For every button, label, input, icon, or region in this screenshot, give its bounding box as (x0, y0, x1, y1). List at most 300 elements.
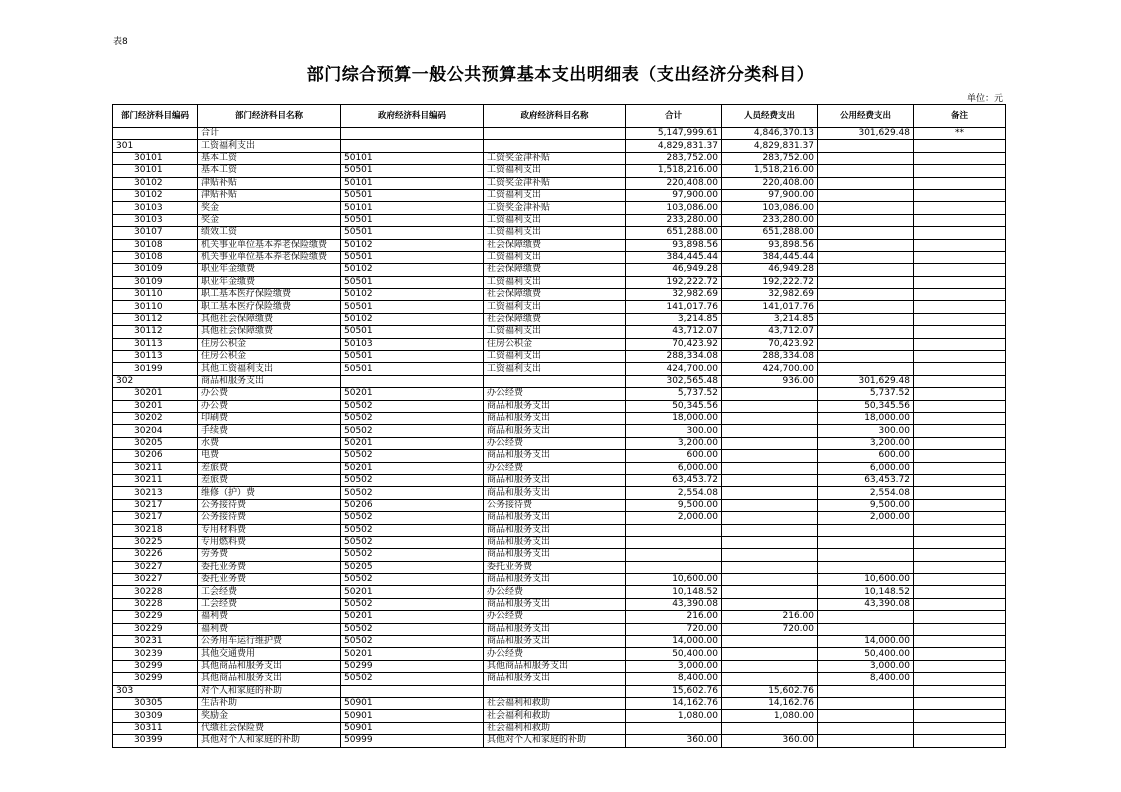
budget-table (112, 104, 1006, 748)
table-row (113, 574, 1006, 586)
dept-name-cell: 其他商品和服务支出 (198, 673, 341, 685)
personnel-cell: 46,949.28 (722, 264, 818, 276)
table-row (113, 474, 1006, 486)
total-cell: 43,390.08 (626, 598, 722, 610)
table-row (113, 648, 1006, 660)
dept-name-cell: 电费 (198, 450, 341, 462)
table-row (113, 685, 1006, 697)
personnel-cell (722, 561, 818, 573)
public-cell (818, 735, 914, 747)
remark-cell (914, 301, 1006, 313)
dept-name-cell: 对个人和家庭的补助 (198, 685, 341, 697)
total-cell: 651,288.00 (626, 227, 722, 239)
gov-code-cell: 50999 (341, 735, 484, 747)
remark-cell (914, 313, 1006, 325)
column-header: 部门经济科目编码 (113, 105, 198, 128)
remark-cell (914, 227, 1006, 239)
personnel-cell: 3,214.85 (722, 313, 818, 325)
gov-name-cell: 商品和服务支出 (484, 598, 626, 610)
gov-name-cell: 社会保障缴费 (484, 313, 626, 325)
table-row (113, 214, 1006, 226)
personnel-cell (722, 512, 818, 524)
public-cell (818, 251, 914, 263)
gov-code-cell: 50502 (341, 636, 484, 648)
remark-cell (914, 189, 1006, 201)
public-cell (818, 214, 914, 226)
gov-name-cell: 商品和服务支出 (484, 412, 626, 424)
dept-code-cell: 30217 (113, 499, 198, 511)
personnel-cell (722, 636, 818, 648)
table-row (113, 289, 1006, 301)
table-row (113, 561, 1006, 573)
personnel-cell (722, 722, 818, 734)
dept-code-cell: 30109 (113, 264, 198, 276)
public-cell: 600.00 (818, 450, 914, 462)
total-cell: 5,147,999.61 (626, 128, 722, 140)
dept-code-cell: 30199 (113, 363, 198, 375)
personnel-cell (722, 425, 818, 437)
dept-code-cell: 30205 (113, 437, 198, 449)
table-row (113, 598, 1006, 610)
gov-code-cell: 50502 (341, 412, 484, 424)
gov-code-cell: 50201 (341, 462, 484, 474)
total-cell: 720.00 (626, 623, 722, 635)
gov-code-cell: 50501 (341, 276, 484, 288)
dept-code-cell: 30201 (113, 388, 198, 400)
public-cell: 3,000.00 (818, 660, 914, 672)
gov-name-cell: 工资福利支出 (484, 351, 626, 363)
dept-code-cell (113, 128, 198, 140)
remark-cell (914, 289, 1006, 301)
total-cell: 283,752.00 (626, 152, 722, 164)
gov-code-cell: 50502 (341, 623, 484, 635)
dept-name-cell: 职业年金缴费 (198, 264, 341, 276)
table-row (113, 251, 1006, 263)
personnel-cell: 15,602.76 (722, 685, 818, 697)
gov-name-cell: 工资奖金津补贴 (484, 152, 626, 164)
gov-name-cell: 商品和服务支出 (484, 536, 626, 548)
total-cell: 216.00 (626, 611, 722, 623)
dept-code-cell: 30226 (113, 549, 198, 561)
total-cell (626, 549, 722, 561)
gov-code-cell: 50102 (341, 289, 484, 301)
gov-code-cell: 50502 (341, 512, 484, 524)
dept-name-cell: 委托业务费 (198, 561, 341, 573)
dept-name-cell: 职工基本医疗保险缴费 (198, 289, 341, 301)
gov-code-cell: 50502 (341, 524, 484, 536)
remark-cell (914, 400, 1006, 412)
table-number: 表8 (113, 37, 128, 47)
personnel-cell: 384,445.44 (722, 251, 818, 263)
dept-code-cell: 30305 (113, 697, 198, 709)
personnel-cell (722, 412, 818, 424)
total-cell: 97,900.00 (626, 189, 722, 201)
total-cell: 4,829,831.37 (626, 140, 722, 152)
dept-name-cell: 专用材料费 (198, 524, 341, 536)
gov-name-cell: 住房公积金 (484, 338, 626, 350)
remark-cell (914, 697, 1006, 709)
dept-code-cell: 30213 (113, 487, 198, 499)
table-row (113, 202, 1006, 214)
remark-cell (914, 177, 1006, 189)
remark-cell (914, 648, 1006, 660)
personnel-cell (722, 450, 818, 462)
dept-code-cell: 30202 (113, 412, 198, 424)
gov-name-cell: 社会保障缴费 (484, 239, 626, 251)
gov-name-cell: 社会福利和救助 (484, 722, 626, 734)
total-cell: 46,949.28 (626, 264, 722, 276)
dept-name-cell: 绩效工资 (198, 227, 341, 239)
table-row (113, 722, 1006, 734)
table-row (113, 351, 1006, 363)
public-cell (818, 264, 914, 276)
dept-name-cell: 办公费 (198, 400, 341, 412)
gov-code-cell: 50901 (341, 710, 484, 722)
personnel-cell: 720.00 (722, 623, 818, 635)
dept-code-cell: 30107 (113, 227, 198, 239)
dept-name-cell: 津贴补贴 (198, 189, 341, 201)
dept-name-cell: 水费 (198, 437, 341, 449)
gov-code-cell: 50502 (341, 450, 484, 462)
dept-name-cell: 奖金 (198, 214, 341, 226)
total-cell: 300.00 (626, 425, 722, 437)
public-cell: 6,000.00 (818, 462, 914, 474)
gov-code-cell: 50502 (341, 536, 484, 548)
public-cell (818, 165, 914, 177)
gov-code-cell: 50501 (341, 189, 484, 201)
table-row (113, 388, 1006, 400)
personnel-cell: 32,982.69 (722, 289, 818, 301)
dept-name-cell: 其他对个人和家庭的补助 (198, 735, 341, 747)
dept-name-cell: 生活补助 (198, 697, 341, 709)
personnel-cell: 14,162.76 (722, 697, 818, 709)
table-row (113, 512, 1006, 524)
gov-name-cell: 工资福利支出 (484, 165, 626, 177)
gov-name-cell: 商品和服务支出 (484, 450, 626, 462)
table-row (113, 735, 1006, 747)
table-row (113, 227, 1006, 239)
dept-code-cell: 30299 (113, 673, 198, 685)
table-row (113, 536, 1006, 548)
remark-cell (914, 623, 1006, 635)
total-cell (626, 536, 722, 548)
table-row (113, 140, 1006, 152)
remark-cell (914, 351, 1006, 363)
gov-name-cell: 商品和服务支出 (484, 425, 626, 437)
remark-cell (914, 326, 1006, 338)
personnel-cell (722, 499, 818, 511)
unit-label: 单位：元 (966, 94, 1003, 104)
dept-name-cell: 福利费 (198, 623, 341, 635)
table-row (113, 363, 1006, 375)
remark-cell (914, 338, 1006, 350)
gov-code-cell: 50501 (341, 214, 484, 226)
remark-cell (914, 586, 1006, 598)
remark-cell (914, 611, 1006, 623)
public-cell: 5,737.52 (818, 388, 914, 400)
dept-name-cell: 委托业务费 (198, 574, 341, 586)
dept-code-cell: 30102 (113, 189, 198, 201)
table-row (113, 611, 1006, 623)
total-cell: 70,423.92 (626, 338, 722, 350)
dept-code-cell: 30206 (113, 450, 198, 462)
personnel-cell: 192,222.72 (722, 276, 818, 288)
table-row (113, 487, 1006, 499)
public-cell (818, 202, 914, 214)
gov-name-cell: 社会福利和救助 (484, 710, 626, 722)
gov-name-cell: 商品和服务支出 (484, 623, 626, 635)
gov-name-cell: 工资福利支出 (484, 189, 626, 201)
public-cell: 9,500.00 (818, 499, 914, 511)
table-row (113, 636, 1006, 648)
dept-name-cell: 基本工资 (198, 165, 341, 177)
gov-code-cell: 50502 (341, 474, 484, 486)
dept-code-cell: 30211 (113, 462, 198, 474)
remark-cell (914, 140, 1006, 152)
total-cell: 93,898.56 (626, 239, 722, 251)
dept-code-cell: 30211 (113, 474, 198, 486)
remark-cell (914, 425, 1006, 437)
personnel-cell (722, 437, 818, 449)
gov-name-cell: 商品和服务支出 (484, 512, 626, 524)
remark-cell (914, 536, 1006, 548)
total-cell: 2,554.08 (626, 487, 722, 499)
gov-code-cell: 50501 (341, 326, 484, 338)
total-cell: 43,712.07 (626, 326, 722, 338)
dept-code-cell: 30399 (113, 735, 198, 747)
gov-code-cell: 50101 (341, 152, 484, 164)
gov-name-cell: 办公经费 (484, 388, 626, 400)
total-cell: 9,500.00 (626, 499, 722, 511)
gov-code-cell: 50501 (341, 301, 484, 313)
gov-code-cell: 50501 (341, 251, 484, 263)
public-cell (818, 549, 914, 561)
table-row (113, 673, 1006, 685)
dept-code-cell: 301 (113, 140, 198, 152)
gov-code-cell: 50201 (341, 586, 484, 598)
personnel-cell: 93,898.56 (722, 239, 818, 251)
dept-code-cell: 30110 (113, 289, 198, 301)
personnel-cell (722, 673, 818, 685)
gov-code-cell: 50201 (341, 611, 484, 623)
gov-code-cell: 50502 (341, 598, 484, 610)
gov-code-cell: 50501 (341, 363, 484, 375)
remark-cell (914, 450, 1006, 462)
remark-cell (914, 636, 1006, 648)
public-cell: 300.00 (818, 425, 914, 437)
public-cell (818, 289, 914, 301)
personnel-cell: 97,900.00 (722, 189, 818, 201)
dept-name-cell: 机关事业单位基本养老保险缴费 (198, 251, 341, 263)
total-cell: 10,148.52 (626, 586, 722, 598)
personnel-cell: 288,334.08 (722, 351, 818, 363)
public-cell: 3,200.00 (818, 437, 914, 449)
personnel-cell (722, 648, 818, 660)
table-row (113, 586, 1006, 598)
dept-code-cell: 30108 (113, 251, 198, 263)
gov-code-cell (341, 685, 484, 697)
dept-name-cell: 住房公积金 (198, 351, 341, 363)
dept-code-cell: 30112 (113, 313, 198, 325)
gov-name-cell: 社会福利和救助 (484, 697, 626, 709)
gov-code-cell: 50502 (341, 425, 484, 437)
remark-cell (914, 375, 1006, 387)
public-cell: 10,148.52 (818, 586, 914, 598)
table-row (113, 400, 1006, 412)
dept-name-cell: 合计 (198, 128, 341, 140)
gov-code-cell: 50299 (341, 660, 484, 672)
gov-name-cell: 工资福利支出 (484, 301, 626, 313)
total-cell: 8,400.00 (626, 673, 722, 685)
gov-name-cell: 其他商品和服务支出 (484, 660, 626, 672)
remark-cell (914, 524, 1006, 536)
dept-code-cell: 30109 (113, 276, 198, 288)
dept-code-cell: 30225 (113, 536, 198, 548)
personnel-cell: 936.00 (722, 375, 818, 387)
table-row (113, 152, 1006, 164)
gov-code-cell: 50102 (341, 239, 484, 251)
personnel-cell (722, 400, 818, 412)
table-row (113, 450, 1006, 462)
remark-cell (914, 437, 1006, 449)
table-row (113, 375, 1006, 387)
gov-code-cell: 50101 (341, 202, 484, 214)
dept-name-cell: 工资福利支出 (198, 140, 341, 152)
dept-name-cell: 维修（护）费 (198, 487, 341, 499)
dept-name-cell: 职工基本医疗保险缴费 (198, 301, 341, 313)
dept-code-cell: 302 (113, 375, 198, 387)
total-cell: 50,345.56 (626, 400, 722, 412)
gov-code-cell: 50201 (341, 437, 484, 449)
gov-code-cell: 50102 (341, 313, 484, 325)
dept-code-cell: 30218 (113, 524, 198, 536)
gov-code-cell: 50502 (341, 549, 484, 561)
dept-name-cell: 其他交通费用 (198, 648, 341, 660)
remark-cell (914, 412, 1006, 424)
dept-code-cell: 30113 (113, 351, 198, 363)
total-cell: 192,222.72 (626, 276, 722, 288)
public-cell (818, 189, 914, 201)
table-row (113, 128, 1006, 140)
column-header: 政府经济科目编码 (341, 105, 484, 128)
gov-code-cell (341, 140, 484, 152)
gov-name-cell: 工资福利支出 (484, 251, 626, 263)
dept-name-cell: 奖金 (198, 202, 341, 214)
total-cell: 10,600.00 (626, 574, 722, 586)
personnel-cell: 1,080.00 (722, 710, 818, 722)
personnel-cell: 233,280.00 (722, 214, 818, 226)
dept-name-cell: 津贴补贴 (198, 177, 341, 189)
gov-name-cell (484, 685, 626, 697)
table-row (113, 276, 1006, 288)
table-row (113, 623, 1006, 635)
gov-code-cell: 50901 (341, 697, 484, 709)
remark-cell (914, 251, 1006, 263)
table-row (113, 301, 1006, 313)
public-cell (818, 351, 914, 363)
dept-code-cell: 30228 (113, 586, 198, 598)
dept-name-cell: 专用燃料费 (198, 536, 341, 548)
dept-code-cell: 30103 (113, 202, 198, 214)
dept-code-cell: 30228 (113, 598, 198, 610)
total-cell: 3,214.85 (626, 313, 722, 325)
personnel-cell (722, 598, 818, 610)
gov-code-cell: 50206 (341, 499, 484, 511)
dept-code-cell: 30227 (113, 561, 198, 573)
dept-code-cell: 30101 (113, 152, 198, 164)
column-header: 公用经费支出 (818, 105, 914, 128)
remark-cell (914, 499, 1006, 511)
dept-code-cell: 30201 (113, 400, 198, 412)
remark-cell (914, 202, 1006, 214)
dept-name-cell: 劳务费 (198, 549, 341, 561)
personnel-cell (722, 474, 818, 486)
table-row (113, 412, 1006, 424)
personnel-cell: 283,752.00 (722, 152, 818, 164)
gov-name-cell: 商品和服务支出 (484, 487, 626, 499)
public-cell (818, 313, 914, 325)
table-row (113, 326, 1006, 338)
table-row (113, 710, 1006, 722)
personnel-cell: 43,712.07 (722, 326, 818, 338)
total-cell: 302,565.48 (626, 375, 722, 387)
table-row (113, 499, 1006, 511)
gov-code-cell: 50201 (341, 648, 484, 660)
gov-name-cell: 工资奖金津补贴 (484, 177, 626, 189)
public-cell (818, 239, 914, 251)
public-cell (818, 301, 914, 313)
dept-name-cell: 住房公积金 (198, 338, 341, 350)
total-cell: 3,200.00 (626, 437, 722, 449)
gov-code-cell: 50102 (341, 264, 484, 276)
total-cell: 14,162.76 (626, 697, 722, 709)
dept-code-cell: 30112 (113, 326, 198, 338)
dept-code-cell: 30108 (113, 239, 198, 251)
public-cell (818, 611, 914, 623)
public-cell (818, 697, 914, 709)
remark-cell (914, 214, 1006, 226)
gov-name-cell: 其他对个人和家庭的补助 (484, 735, 626, 747)
total-cell: 18,000.00 (626, 412, 722, 424)
total-cell: 2,000.00 (626, 512, 722, 524)
dept-code-cell: 30102 (113, 177, 198, 189)
personnel-cell: 651,288.00 (722, 227, 818, 239)
dept-name-cell: 公务接待费 (198, 512, 341, 524)
public-cell (818, 722, 914, 734)
dept-name-cell: 差旅费 (198, 462, 341, 474)
gov-name-cell (484, 128, 626, 140)
public-cell: 63,453.72 (818, 474, 914, 486)
total-cell: 384,445.44 (626, 251, 722, 263)
column-header: 备注 (914, 105, 1006, 128)
personnel-cell (722, 586, 818, 598)
dept-name-cell: 其他社会保障缴费 (198, 326, 341, 338)
public-cell (818, 363, 914, 375)
total-cell: 63,453.72 (626, 474, 722, 486)
remark-cell: ** (914, 128, 1006, 140)
dept-code-cell: 30299 (113, 660, 198, 672)
gov-name-cell: 社会保障缴费 (484, 289, 626, 301)
table-header-row (113, 105, 1006, 128)
table-row (113, 549, 1006, 561)
total-cell: 424,700.00 (626, 363, 722, 375)
gov-code-cell: 50901 (341, 722, 484, 734)
remark-cell (914, 462, 1006, 474)
public-cell: 10,600.00 (818, 574, 914, 586)
personnel-cell (722, 574, 818, 586)
remark-cell (914, 264, 1006, 276)
dept-name-cell: 其他社会保障缴费 (198, 313, 341, 325)
